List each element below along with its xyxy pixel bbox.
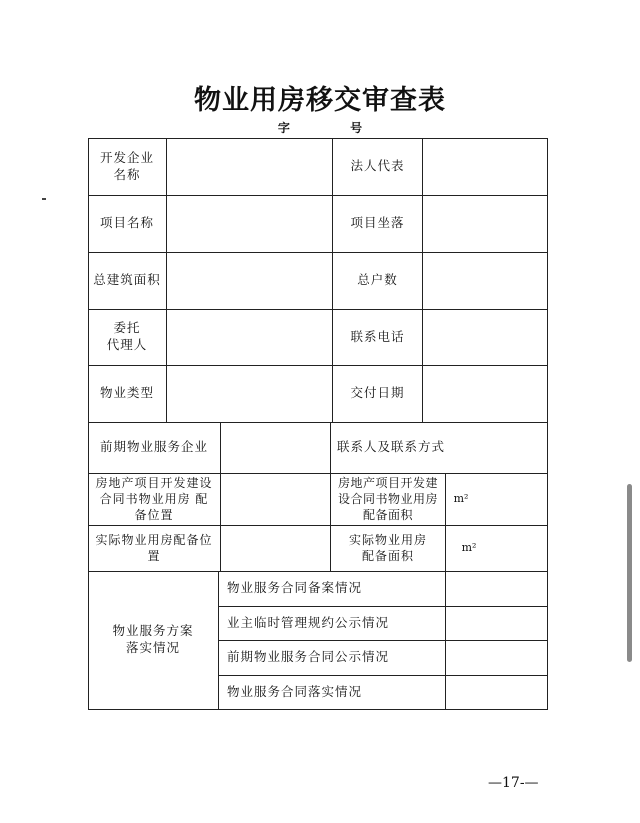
agent-label: 委托 代理人 <box>106 320 148 352</box>
delivery-date-field[interactable] <box>423 366 547 422</box>
total-households-label: 总户数 <box>357 272 398 288</box>
delivery-date-label: 交付日期 <box>350 385 405 401</box>
project-location-label: 项目坐落 <box>350 215 405 231</box>
actual-area-field[interactable] <box>484 526 547 571</box>
agent-field[interactable] <box>167 310 332 365</box>
contract-area-unit: m² <box>453 492 469 506</box>
implementation-status-field[interactable] <box>446 572 547 606</box>
total-building-area-field[interactable] <box>167 253 332 309</box>
contract-location-label: 房地产项目开发建设 合同书物业用房 配 备位置 <box>95 475 213 523</box>
actual-area-label: 实际物业用房 配备面积 <box>348 532 427 563</box>
list-item: 物业服务合同备案情况 <box>227 580 363 596</box>
project-name-field[interactable] <box>167 196 332 252</box>
actual-location-field[interactable] <box>221 526 330 571</box>
contract-area-label: 房地产项目开发建 设合同书物业用房 配备面积 <box>337 475 438 523</box>
implementation-status-field[interactable] <box>446 641 547 675</box>
scrollbar[interactable] <box>627 484 632 662</box>
list-item: 物业服务合同落实情况 <box>227 683 363 699</box>
preliminary-service-company-label: 前期物业服务企业 <box>99 439 208 455</box>
list-item: 业主临时管理规约公示情况 <box>227 614 390 630</box>
scan-speck <box>42 198 46 200</box>
property-type-field[interactable] <box>167 366 332 422</box>
contact-person-label: 联系人及联系方式 <box>336 439 445 455</box>
actual-location-label: 实际物业用房配备位 置 <box>95 532 213 563</box>
total-households-field[interactable] <box>423 253 547 309</box>
property-type-label: 物业类型 <box>99 385 154 401</box>
legal-representative-field[interactable] <box>423 139 547 195</box>
contact-phone-field[interactable] <box>423 310 547 365</box>
transfer-review-form <box>88 138 548 710</box>
page-number: —17-— <box>488 775 539 791</box>
implementation-status-field[interactable] <box>446 676 547 709</box>
form-border-right <box>547 138 548 710</box>
list-item: 前期物业服务合同公示情况 <box>227 649 390 665</box>
total-building-area-label: 总建筑面积 <box>93 272 161 288</box>
preliminary-service-company-field[interactable] <box>221 423 330 473</box>
legal-representative-label: 法人代表 <box>350 158 405 174</box>
doc-number-label: 字 号 <box>277 121 391 135</box>
contract-area-field[interactable] <box>476 474 547 525</box>
form-border-bottom <box>88 709 548 710</box>
contract-location-field[interactable] <box>221 474 330 525</box>
actual-area-unit: m² <box>461 541 477 555</box>
implementation-status-field[interactable] <box>446 607 547 640</box>
developer-name-label: 开发企业 名称 <box>99 149 154 182</box>
contact-phone-label: 联系电话 <box>350 328 405 344</box>
implementation-label: 物业服务方案 落实情况 <box>112 623 194 655</box>
project-location-field[interactable] <box>423 196 547 252</box>
page-title: 物业用房移交审查表 <box>194 85 446 116</box>
contact-person-field[interactable] <box>452 423 547 473</box>
project-name-label: 项目名称 <box>99 215 154 231</box>
developer-name-field[interactable] <box>167 139 332 195</box>
